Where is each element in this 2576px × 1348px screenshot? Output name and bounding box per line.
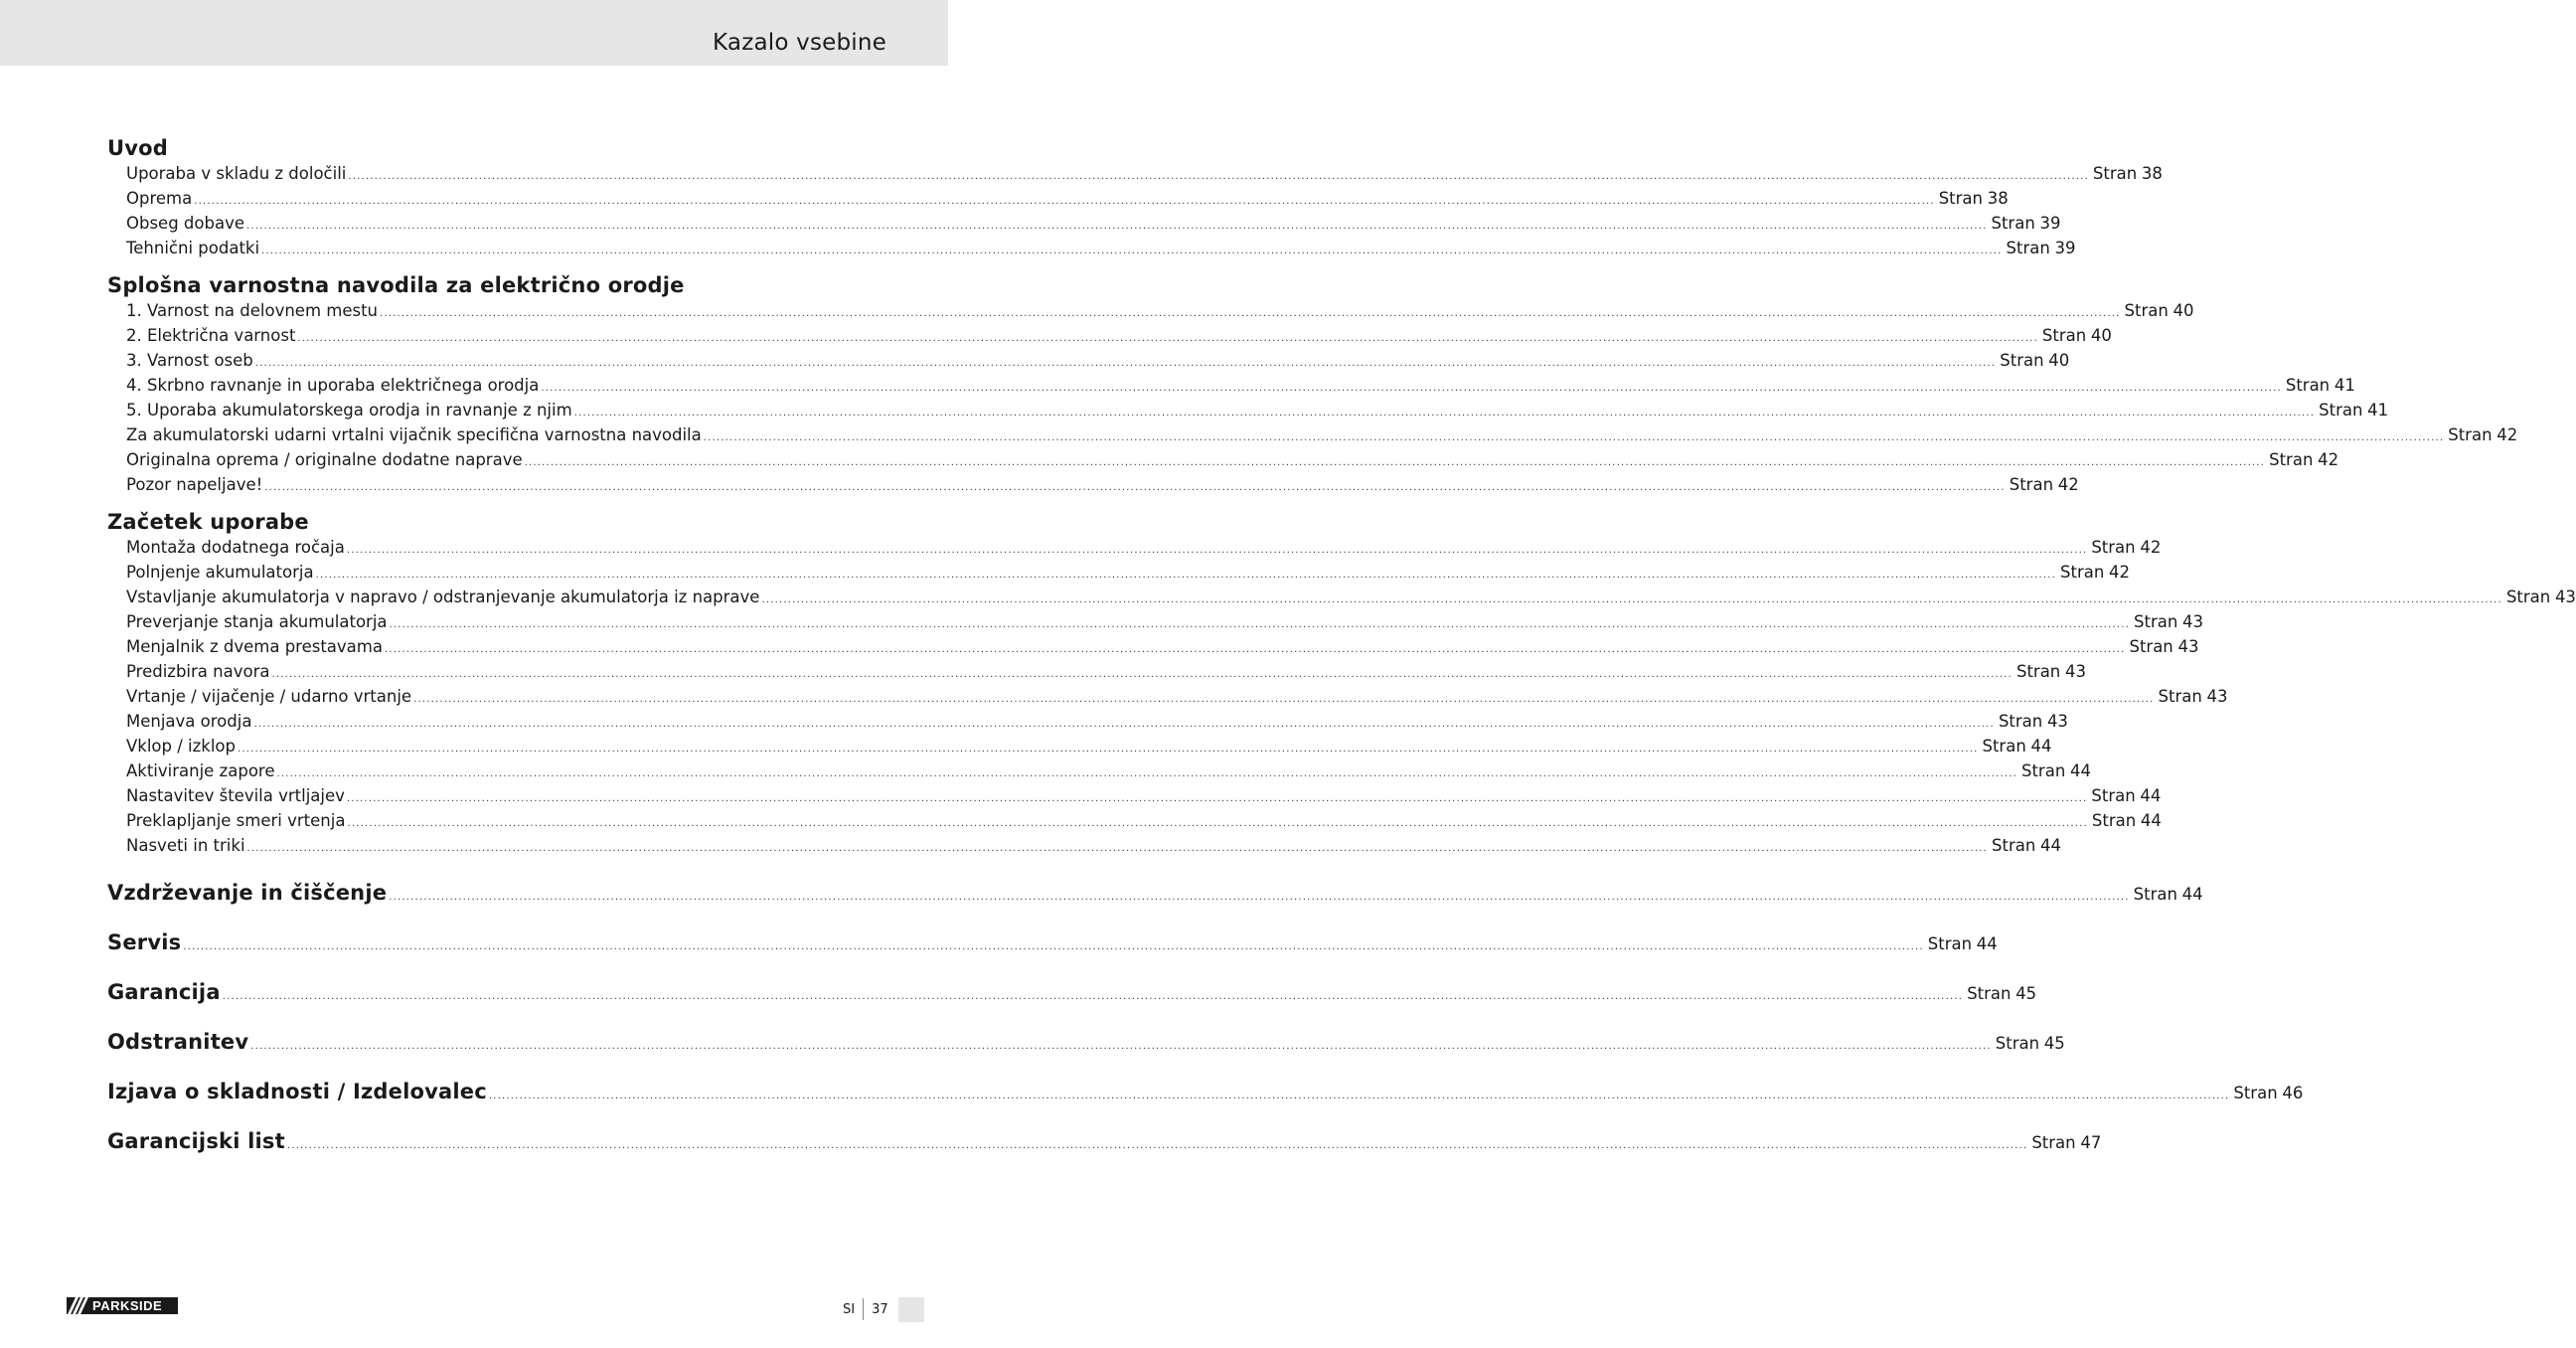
toc-entry-title: Montaža dodatnega ročaja xyxy=(126,538,345,557)
section-heading: Začetek uporabe xyxy=(107,510,309,534)
page-label: Stran xyxy=(2092,164,2138,183)
logo-stripes-icon xyxy=(67,1297,90,1314)
toc-entry[interactable] xyxy=(126,783,2162,808)
dot-leader: ................................................................................................................................................................................................................................................................................................................................................................................................................ xyxy=(346,793,2088,804)
toc-entry[interactable] xyxy=(126,472,2079,497)
page-number: 44 xyxy=(2140,786,2162,805)
section-heading: Splošna varnostna navodila za električno orodje xyxy=(107,273,685,297)
header-bar xyxy=(0,0,948,66)
page-number: 40 xyxy=(2090,326,2112,345)
dot-leader: ................................................................................................................................................................................................................................................................................................................................................................................................................ xyxy=(271,669,2012,680)
page-number: 44 xyxy=(1976,934,1998,953)
page-number: 39 xyxy=(2054,239,2076,257)
toc-entry-title: Tehnični podatki xyxy=(126,239,260,257)
page-label: Stran xyxy=(2060,563,2105,582)
page-number: 40 xyxy=(2173,301,2194,320)
toc-entry-title: Uporaba v skladu z določili xyxy=(126,164,347,183)
toc-entry[interactable] xyxy=(126,634,2199,659)
page-label: Stran xyxy=(2133,885,2177,904)
dot-leader: ................................................................................................................................................................................................................................................................................................................................................................................................................ xyxy=(703,432,2445,443)
page-label: Stran xyxy=(2031,1133,2076,1152)
page-number: 42 xyxy=(2140,538,2162,557)
toc-entry-title: 4. Skrbno ravnanje in uporaba električnega orodja xyxy=(126,376,540,395)
page-label: Stran xyxy=(2129,637,2174,656)
page-number: 43 xyxy=(2064,662,2086,681)
toc-entry-title: Preklapljanje smeri vrtenja xyxy=(126,811,346,830)
toc-entry[interactable] xyxy=(126,236,2076,260)
page-label: Stran xyxy=(1967,984,2012,1003)
toc-entry[interactable] xyxy=(107,1116,2102,1166)
page-label: Stran xyxy=(1995,1034,2040,1053)
page-label: Stran xyxy=(1991,214,2035,233)
toc-entry[interactable] xyxy=(126,758,2091,783)
toc-entry[interactable] xyxy=(107,868,2203,918)
toc-entry-title: Vzdrževanje in čiščenje xyxy=(107,881,388,905)
page-label: Stran xyxy=(2091,811,2137,830)
toc-entry[interactable] xyxy=(126,323,2112,348)
dot-leader: ................................................................................................................................................................................................................................................................................................................................................................................................................ xyxy=(222,991,1964,1002)
page-number: 42 xyxy=(2496,425,2518,444)
dot-leader: ................................................................................................................................................................................................................................................................................................................................................................................................................ xyxy=(347,818,2088,829)
page-number: 47 xyxy=(2080,1133,2102,1152)
page-label: Stran xyxy=(2091,538,2136,557)
toc-entry-title: Nasveti in triki xyxy=(126,836,245,855)
toc-entry-title: Za akumulatorski udarni vrtalni vijačnik specifična varnostna navodila xyxy=(126,425,702,444)
dot-leader: ................................................................................................................................................................................................................................................................................................................................................................................................................ xyxy=(573,408,2316,419)
page-number: 44 xyxy=(2030,737,2052,756)
toc-entry-title: Obseg dobave xyxy=(126,214,244,233)
dot-leader: ................................................................................................................................................................................................................................................................................................................................................................................................................ xyxy=(348,171,2089,182)
toc-entry-title: Originalna oprema / originalne dodatne naprave xyxy=(126,450,523,469)
page-number: 43 xyxy=(2046,712,2068,731)
toc-entry[interactable] xyxy=(126,211,2061,236)
page-number: 42 xyxy=(2318,450,2339,469)
table-of-contents xyxy=(107,135,2576,1166)
toc-entry-title: Pozor napeljave! xyxy=(126,475,263,494)
page-number: 38 xyxy=(2141,164,2163,183)
toc-entry-title: 2. Električna varnost xyxy=(126,326,296,345)
toc-entry[interactable] xyxy=(107,918,1998,967)
dot-leader: ................................................................................................................................................................................................................................................................................................................................................................................................................ xyxy=(413,694,2155,705)
dot-leader: ................................................................................................................................................................................................................................................................................................................................................................................................................ xyxy=(254,358,1997,369)
page-number: 46 xyxy=(2282,1084,2304,1102)
page-number: 43 xyxy=(2182,612,2204,631)
dot-leader: ................................................................................................................................................................................................................................................................................................................................................................................................................ xyxy=(264,482,2006,493)
page-label: Stran xyxy=(1998,712,2043,731)
page-number: 37 xyxy=(872,1301,888,1317)
toc-entry-title: Predizbira navora xyxy=(126,662,270,681)
toc-entry-title: Izjava o skladnosti / Izdelovalec xyxy=(107,1080,487,1103)
toc-entry[interactable] xyxy=(126,398,2389,422)
toc-entry-title: 3. Varnost oseb xyxy=(126,351,253,370)
toc-entry[interactable] xyxy=(126,833,2062,858)
page-label: Stran xyxy=(2158,687,2202,706)
toc-entry[interactable] xyxy=(126,373,2355,398)
page-label: Stran xyxy=(2006,239,2050,257)
toc-entry[interactable] xyxy=(126,422,2518,447)
page-label: Stran xyxy=(2319,401,2363,420)
page-label: Stran xyxy=(2015,662,2061,681)
footer-page-info xyxy=(843,1298,888,1320)
page-label: Stran xyxy=(2009,475,2054,494)
toc-entry[interactable] xyxy=(126,808,2162,833)
toc-entry-title: Odstranitev xyxy=(107,1030,249,1054)
toc-entry[interactable] xyxy=(107,1017,2065,1067)
dot-leader: ................................................................................................................................................................................................................................................................................................................................................................................................................ xyxy=(389,619,2131,630)
toc-entry-title: Garancija xyxy=(107,980,221,1004)
page-label: Stran xyxy=(2505,588,2551,606)
dot-leader: ................................................................................................................................................................................................................................................................................................................................................................................................................ xyxy=(194,196,1935,207)
toc-entry-title: 5. Uporaba akumulatorskega orodja in ravnanje z njim xyxy=(126,401,572,420)
dot-leader: ................................................................................................................................................................................................................................................................................................................................................................................................................ xyxy=(276,768,2017,779)
page-label: Stran xyxy=(2285,376,2331,395)
toc-entry[interactable] xyxy=(126,659,2086,684)
toc-entry-title: Aktiviranje zapore xyxy=(126,761,275,780)
toc-entry[interactable] xyxy=(126,709,2068,734)
toc-entry-title: Vstavljanje akumulatorja v napravo / odstranjevanje akumulatorja iz naprave xyxy=(126,588,760,606)
page-label: Stran xyxy=(2134,612,2178,631)
page-number: 44 xyxy=(2040,836,2062,855)
page-number: 45 xyxy=(2043,1034,2065,1053)
page-title: Kazalo vsebine xyxy=(713,30,886,56)
toc-entry[interactable] xyxy=(126,585,2576,609)
toc-entry-title: Nastavitev števila vrtljajev xyxy=(126,786,345,805)
page-label: Stran xyxy=(2020,761,2066,780)
footer-divider xyxy=(863,1298,864,1320)
dot-leader: ................................................................................................................................................................................................................................................................................................................................................................................................................ xyxy=(253,719,1995,730)
toc-entry[interactable] xyxy=(107,1067,2304,1116)
dot-leader: ................................................................................................................................................................................................................................................................................................................................................................................................................ xyxy=(380,308,2121,319)
page-number: 43 xyxy=(2177,637,2199,656)
toc-entry-title: Vrtanje / vijačenje / udarno vrtanje xyxy=(126,687,412,706)
page-label: Stran xyxy=(2448,425,2493,444)
footer-tab-box xyxy=(898,1297,924,1322)
toc-entry[interactable] xyxy=(126,186,2009,211)
toc-entry[interactable] xyxy=(126,348,2070,373)
dot-leader: ................................................................................................................................................................................................................................................................................................................................................................................................................ xyxy=(246,843,1989,854)
dot-leader: ................................................................................................................................................................................................................................................................................................................................................................................................................ xyxy=(246,221,1988,232)
toc-entry-title: Menjava orodja xyxy=(126,712,252,731)
toc-entry[interactable] xyxy=(126,609,2204,634)
toc-entry-title: Oprema xyxy=(126,189,193,208)
page-label: Stran xyxy=(2269,450,2314,469)
dot-leader: ................................................................................................................................................................................................................................................................................................................................................................................................................ xyxy=(183,941,1924,952)
toc-entry[interactable] xyxy=(126,734,2052,758)
dot-leader: ................................................................................................................................................................................................................................................................................................................................................................................................................ xyxy=(761,594,2502,605)
toc-entry-title: Garancijski list xyxy=(107,1129,285,1153)
dot-leader: ................................................................................................................................................................................................................................................................................................................................................................................................................ xyxy=(541,383,2282,394)
parkside-logo xyxy=(67,1297,178,1314)
dot-leader: ................................................................................................................................................................................................................................................................................................................................................................................................................ xyxy=(488,1091,2230,1101)
page-number: 41 xyxy=(2334,376,2355,395)
page-number: 44 xyxy=(2140,811,2162,830)
page-label: Stran xyxy=(1982,737,2026,756)
dot-leader: ................................................................................................................................................................................................................................................................................................................................................................................................................ xyxy=(315,570,2057,581)
page-number: 41 xyxy=(2367,401,2389,420)
page-number: 42 xyxy=(2057,475,2079,494)
page-label: Stran xyxy=(1992,836,2036,855)
dot-leader: ................................................................................................................................................................................................................................................................................................................................................................................................................ xyxy=(346,545,2088,556)
dot-leader: ................................................................................................................................................................................................................................................................................................................................................................................................................ xyxy=(384,644,2126,655)
dot-leader: ................................................................................................................................................................................................................................................................................................................................................................................................................ xyxy=(389,892,2130,903)
toc-entry[interactable] xyxy=(126,535,2162,560)
toc-entry-title: Preverjanje stanja akumulatorja xyxy=(126,612,388,631)
toc-entry[interactable] xyxy=(126,161,2163,186)
page-number: 43 xyxy=(2554,588,2576,606)
toc-entry[interactable] xyxy=(126,684,2228,709)
dot-leader: ................................................................................................................................................................................................................................................................................................................................................................................................................ xyxy=(524,457,2266,468)
page-label: Stran xyxy=(1927,934,1973,953)
language-code: SI xyxy=(843,1301,856,1317)
page-label: Stran xyxy=(2091,786,2136,805)
section-heading: Uvod xyxy=(107,136,169,160)
page-number: 38 xyxy=(1987,189,2009,208)
dot-leader: ................................................................................................................................................................................................................................................................................................................................................................................................................ xyxy=(297,333,2038,344)
logo-text: PARKSIDE xyxy=(92,1298,163,1313)
page-number: 43 xyxy=(2206,687,2228,706)
toc-entry-title: Menjalnik z dvema prestavama xyxy=(126,637,383,656)
dot-leader: ................................................................................................................................................................................................................................................................................................................................................................................................................ xyxy=(261,246,2003,256)
toc-entry-title: Polnjenje akumulatorja xyxy=(126,563,314,582)
dot-leader: ................................................................................................................................................................................................................................................................................................................................................................................................................ xyxy=(250,1041,1992,1052)
page-number: 45 xyxy=(2015,984,2037,1003)
page-number: 44 xyxy=(2069,761,2091,780)
toc-entry-title: Servis xyxy=(107,930,182,954)
toc-entry-title: Vklop / izklop xyxy=(126,737,236,756)
toc-entry[interactable] xyxy=(126,560,2131,585)
page-number: 44 xyxy=(2181,885,2203,904)
toc-entry-title: 1. Varnost na delovnem mestu xyxy=(126,301,379,320)
dot-leader: ................................................................................................................................................................................................................................................................................................................................................................................................................ xyxy=(286,1140,2028,1151)
toc-entry[interactable] xyxy=(107,967,2037,1017)
toc-entry[interactable] xyxy=(126,447,2339,472)
page-label: Stran xyxy=(1938,189,1983,208)
toc-entry[interactable] xyxy=(126,298,2194,323)
page-number: 39 xyxy=(2039,214,2061,233)
page-label: Stran xyxy=(2000,351,2044,370)
dot-leader: ................................................................................................................................................................................................................................................................................................................................................................................................................ xyxy=(238,744,1979,755)
page-label: Stran xyxy=(2233,1084,2278,1102)
page-label: Stran xyxy=(2124,301,2169,320)
page-number: 40 xyxy=(2048,351,2070,370)
page-number: 42 xyxy=(2109,563,2131,582)
page-label: Stran xyxy=(2041,326,2087,345)
